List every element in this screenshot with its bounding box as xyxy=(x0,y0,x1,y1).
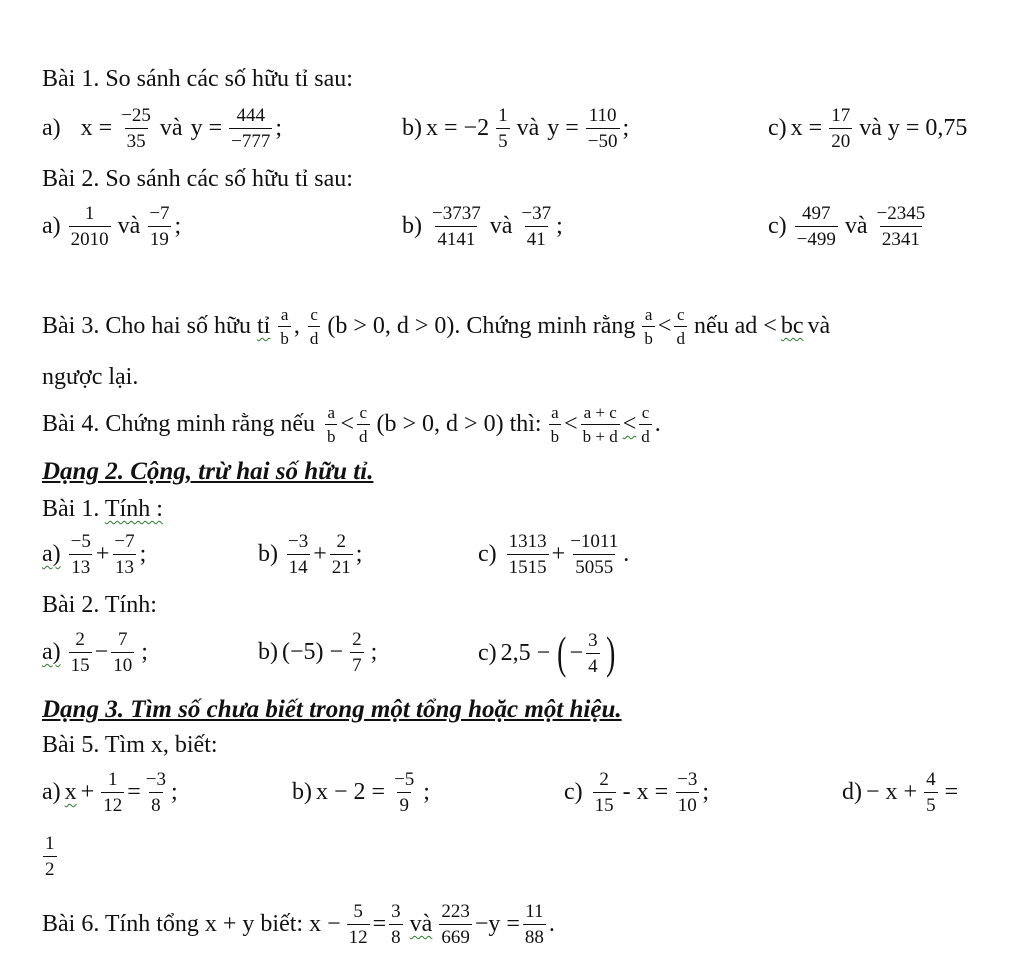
numerator: a + c xyxy=(583,403,617,422)
numerator: 444 xyxy=(236,105,265,126)
conj: và xyxy=(807,313,831,339)
fraction xyxy=(439,902,472,947)
denominator: −50 xyxy=(586,128,620,151)
denominator: 35 xyxy=(125,128,148,151)
var: x = −2 xyxy=(426,115,490,141)
denominator: 12 xyxy=(347,924,370,947)
numerator: 223 xyxy=(441,901,470,922)
fraction xyxy=(347,902,370,947)
fraction xyxy=(549,404,562,445)
fraction xyxy=(875,204,928,249)
operator: = xyxy=(372,911,387,937)
fraction xyxy=(119,106,153,151)
conj: và xyxy=(117,213,141,239)
right-paren: ) xyxy=(605,627,615,678)
b2-part-b xyxy=(402,204,563,249)
label: c) xyxy=(768,115,787,141)
b3-line1 xyxy=(42,306,834,347)
operator: − xyxy=(94,639,109,665)
b1-title: Bài 1. So sánh các số hữu tỉ sau: xyxy=(42,66,353,92)
fraction xyxy=(147,204,171,249)
label: c) xyxy=(478,639,497,666)
text: x − 2 = xyxy=(316,779,386,805)
operator: + xyxy=(551,541,566,567)
numerator: 5 xyxy=(353,901,363,922)
fraction xyxy=(389,902,403,947)
numerator: c xyxy=(310,305,318,324)
text: Bài 6. Tính tổng x + y biết: x − xyxy=(42,911,341,937)
label: b) xyxy=(292,779,312,805)
punct: ; xyxy=(170,779,178,805)
fraction xyxy=(229,106,272,151)
numerator: c xyxy=(641,403,650,422)
operator: < xyxy=(564,411,578,437)
denominator: 669 xyxy=(439,924,472,947)
text: (−5) − xyxy=(282,639,344,665)
s2-b1-part-a xyxy=(42,532,146,577)
fraction xyxy=(43,834,57,879)
denominator: d xyxy=(308,326,321,347)
label: a) xyxy=(42,639,61,665)
denominator: 13 xyxy=(69,554,92,577)
label: a) xyxy=(42,541,61,567)
text-flagged: Tính : xyxy=(104,496,163,522)
numerator: −3 xyxy=(677,769,698,790)
s2-b2-part-b xyxy=(258,630,381,675)
denominator: 5 xyxy=(924,792,938,815)
denominator: 12 xyxy=(101,792,124,815)
punct: ; xyxy=(622,115,630,141)
denominator: 15 xyxy=(69,652,92,675)
numerator: −1011 xyxy=(570,531,619,552)
punct: ; xyxy=(423,779,430,805)
denominator: 10 xyxy=(676,792,699,815)
fraction xyxy=(586,631,600,676)
denominator: 4141 xyxy=(435,226,477,249)
operator: = xyxy=(127,779,141,805)
label: d) xyxy=(842,779,862,805)
fraction xyxy=(593,770,616,815)
text: (b > 0, d > 0) thì: xyxy=(376,411,542,437)
operator: + xyxy=(95,541,110,567)
fraction xyxy=(519,204,553,249)
b2-title: Bài 2. So sánh các số hữu tỉ sau: xyxy=(42,166,353,192)
numerator: 3 xyxy=(391,901,401,922)
b5-part-d-continued xyxy=(40,834,60,879)
denominator: 8 xyxy=(389,924,403,947)
conj-flagged: và xyxy=(409,911,433,937)
fraction xyxy=(675,770,699,815)
b1-part-a xyxy=(42,106,282,151)
b1-part-b xyxy=(402,106,629,151)
punct: ; xyxy=(702,779,710,805)
punct: ; xyxy=(355,541,363,567)
numerator: 2 xyxy=(352,629,362,650)
text: −y = xyxy=(474,911,520,937)
fraction xyxy=(639,404,652,445)
fraction xyxy=(69,204,111,249)
denominator: 1515 xyxy=(507,554,549,577)
var: x = xyxy=(790,115,823,141)
numerator: 1313 xyxy=(508,531,547,552)
left-paren: ( xyxy=(557,627,567,678)
fraction xyxy=(674,306,687,347)
numerator: −5 xyxy=(70,531,91,552)
text: và y = 0,75 xyxy=(859,115,968,141)
b5-part-b xyxy=(292,770,434,815)
operator: + xyxy=(80,779,95,805)
b5-part-a xyxy=(42,770,178,815)
denominator: b + d xyxy=(581,424,620,445)
punct: ; xyxy=(139,541,147,567)
numerator: a xyxy=(280,305,289,324)
text: nếu ad < xyxy=(693,313,777,339)
denominator: 21 xyxy=(330,554,353,577)
section-heading-3: Dạng 3. Tìm số chưa biết trong một tổng hoặc một hiệu. xyxy=(42,696,622,723)
fraction xyxy=(496,106,510,151)
operator: = xyxy=(944,779,959,805)
s2-b2-title: Bài 2. Tính: xyxy=(42,592,157,618)
text: (b > 0, d > 0). Chứng minh rằng xyxy=(327,313,636,339)
b5-part-c xyxy=(564,770,709,815)
b5-title: Bài 5. Tìm x, biết: xyxy=(42,732,218,758)
fraction xyxy=(112,532,136,577)
fraction xyxy=(286,532,310,577)
denominator: d xyxy=(357,424,370,445)
numerator: 110 xyxy=(588,105,617,126)
denominator: 2 xyxy=(43,856,57,879)
b5-part-d xyxy=(842,770,962,815)
b6-line xyxy=(42,902,555,947)
numerator: 2 xyxy=(336,531,347,552)
text: - x = xyxy=(622,779,669,805)
denominator: 15 xyxy=(593,792,616,815)
fraction xyxy=(357,404,370,445)
numerator: 1 xyxy=(498,105,508,126)
fraction xyxy=(144,770,168,815)
numerator: 2 xyxy=(75,629,85,650)
denominator: −777 xyxy=(229,128,272,151)
s2-b2-part-a xyxy=(42,630,152,675)
denominator: d xyxy=(674,326,687,347)
b4-line xyxy=(42,404,661,445)
punct: . xyxy=(623,541,630,567)
numerator: c xyxy=(676,305,685,324)
conj: và xyxy=(159,115,183,141)
operator: + xyxy=(313,541,327,567)
denominator: 2010 xyxy=(69,226,111,249)
b2-part-c xyxy=(768,204,930,249)
numerator: −3 xyxy=(145,769,166,790)
numerator: −2345 xyxy=(876,203,926,224)
numerator: a xyxy=(644,305,653,324)
label: a) xyxy=(42,213,61,239)
denominator: 8 xyxy=(149,792,163,815)
numerator: 7 xyxy=(117,629,128,650)
numerator: −3 xyxy=(288,531,309,552)
denominator: 14 xyxy=(287,554,310,577)
fraction xyxy=(581,404,620,445)
operator: < xyxy=(340,411,355,437)
var: y = xyxy=(547,115,579,141)
numerator: −7 xyxy=(114,531,135,552)
punct: . xyxy=(548,911,555,937)
fraction xyxy=(330,532,353,577)
s2-b1-part-c xyxy=(478,532,629,577)
numerator: 3 xyxy=(588,629,598,651)
fraction xyxy=(507,532,549,577)
text: Bài 3. Cho hai số hữu xyxy=(42,313,258,339)
denominator: b xyxy=(278,326,291,347)
section-heading-2: Dạng 2. Cộng, trừ hai số hữu tỉ. xyxy=(42,458,374,485)
punct: ; xyxy=(370,639,378,665)
denominator: 20 xyxy=(829,128,852,151)
numerator: 4 xyxy=(926,769,936,790)
numerator: −37 xyxy=(521,203,552,224)
b3-line2: ngược lại. xyxy=(42,364,139,390)
numerator: −25 xyxy=(121,105,151,126)
fraction xyxy=(278,306,291,347)
s2-b1-title xyxy=(42,496,163,523)
punct: ; xyxy=(141,639,148,665)
b2-part-a xyxy=(42,204,181,249)
variable: x xyxy=(64,779,77,805)
denominator: b xyxy=(325,424,338,445)
punct: , xyxy=(293,313,300,339)
fraction xyxy=(568,532,620,577)
fraction xyxy=(642,306,655,347)
fraction xyxy=(430,204,483,249)
numerator: a xyxy=(327,403,335,422)
label: b) xyxy=(402,213,422,239)
operator: − xyxy=(569,639,584,666)
fraction xyxy=(392,770,416,815)
s2-b1-part-b xyxy=(258,532,362,577)
text: Bài 1. xyxy=(42,496,105,522)
fraction xyxy=(924,770,938,815)
fraction xyxy=(308,306,321,347)
fraction xyxy=(101,770,124,815)
numerator: 17 xyxy=(831,105,851,126)
fraction xyxy=(795,204,838,249)
label: b) xyxy=(402,115,422,141)
numerator: 1 xyxy=(45,833,55,854)
numerator: 11 xyxy=(525,901,544,922)
operator: < xyxy=(657,313,672,339)
operator: < xyxy=(622,411,637,437)
s2-b2-part-c xyxy=(478,627,618,678)
label: a) xyxy=(42,115,61,141)
label: b) xyxy=(258,639,278,665)
denominator: 7 xyxy=(350,652,364,675)
label: b) xyxy=(258,541,278,567)
text-flagged: tỉ xyxy=(257,313,271,339)
denominator: 13 xyxy=(113,554,136,577)
fraction xyxy=(325,404,338,445)
conj: và xyxy=(489,213,513,239)
numerator: c xyxy=(359,403,368,422)
label: a) xyxy=(42,779,61,805)
numerator: −5 xyxy=(394,769,415,790)
denominator: 2341 xyxy=(880,226,922,249)
numerator: −3737 xyxy=(432,203,481,224)
denominator: 88 xyxy=(523,924,546,947)
punct: ; xyxy=(174,213,182,239)
numerator: a xyxy=(551,403,559,422)
denominator: b xyxy=(549,424,562,445)
var: y = xyxy=(190,115,223,141)
denominator: 5055 xyxy=(573,554,615,577)
numerator: 2 xyxy=(599,769,609,790)
denominator: 5 xyxy=(496,128,510,151)
denominator: 4 xyxy=(586,653,600,676)
denominator: −499 xyxy=(795,226,838,249)
denominator: 9 xyxy=(397,792,411,815)
fraction xyxy=(69,532,93,577)
fraction xyxy=(111,630,134,675)
var: x = xyxy=(80,115,113,141)
text: − x + xyxy=(866,779,918,805)
numerator: −7 xyxy=(149,203,170,224)
conj: và xyxy=(844,213,868,239)
numerator: 1 xyxy=(107,769,118,790)
fraction xyxy=(350,630,364,675)
denominator: 10 xyxy=(111,652,134,675)
fraction xyxy=(586,106,620,151)
b1-part-c xyxy=(768,106,971,151)
conj: và xyxy=(516,115,540,141)
text: 2,5 − xyxy=(500,639,551,666)
denominator: 19 xyxy=(148,226,171,249)
fraction xyxy=(69,630,92,675)
punct: . xyxy=(654,411,661,437)
punct: ; xyxy=(275,115,283,141)
text: Bài 4. Chứng minh rằng nếu xyxy=(42,411,315,437)
fraction xyxy=(829,106,852,151)
numerator: 1 xyxy=(84,203,95,224)
fraction xyxy=(523,902,546,947)
text-flagged: bc xyxy=(780,313,804,339)
numerator: 497 xyxy=(802,203,831,224)
punct: ; xyxy=(556,213,563,239)
label: c) xyxy=(768,213,787,239)
denominator: b xyxy=(642,326,655,347)
denominator: d xyxy=(639,424,652,445)
label: c) xyxy=(564,779,583,805)
label: c) xyxy=(478,541,497,567)
denominator: 41 xyxy=(525,226,548,249)
